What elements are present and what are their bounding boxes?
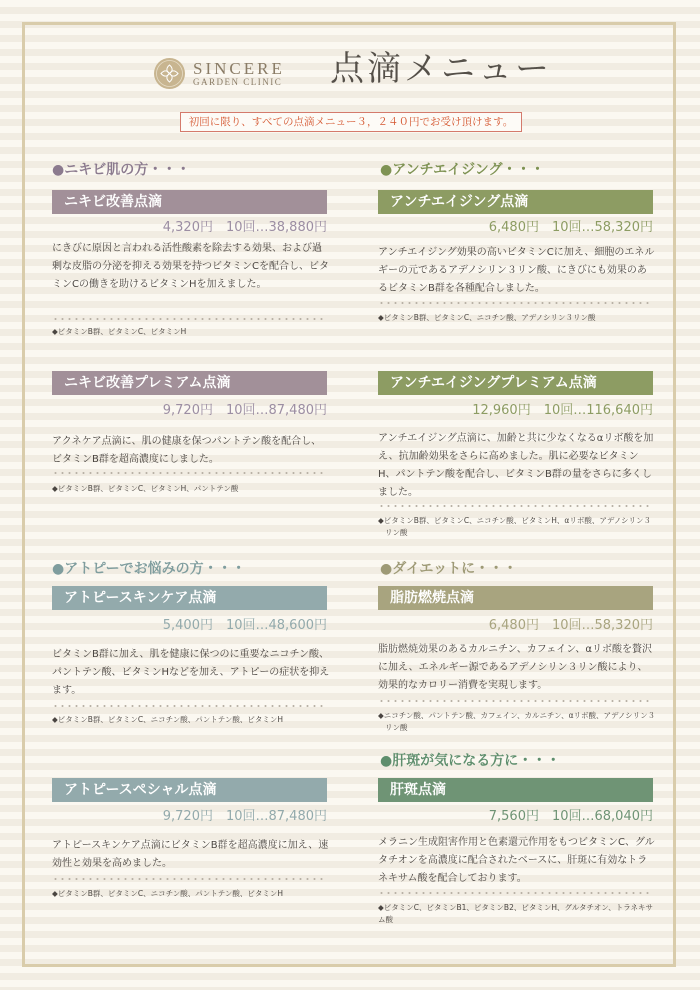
- menu-item-title: アトピースキンケア点滴: [52, 586, 327, 610]
- menu-item-price: 7,560円 10回…68,040円: [488, 809, 653, 824]
- dotted-divider: [378, 892, 653, 894]
- category-acne: ●ニキビ肌の方・・・: [52, 162, 191, 178]
- dotted-divider: [52, 472, 327, 474]
- category-antiaging: ●アンチエイジング・・・: [380, 162, 545, 178]
- menu-item-ingredients: ◆ビタミンB群、ビタミンC、ビタミンH: [52, 327, 187, 336]
- menu-item-ingredients: ◆ビタミンC、ビタミンB1、ビタミンB2、ビタミンH、グルタチオン、トラネキサム酸: [378, 903, 653, 924]
- menu-item-price: 12,960円 10回…116,640円: [472, 403, 653, 418]
- dotted-divider: [378, 505, 653, 507]
- menu-item-description: アンチエイジング効果の高いビタミンCに加え、細胞のエネルギーの元であるアデノシリン３リン酸、にきびにも効果のあるビタミンB群を各種配合しました。: [378, 247, 655, 294]
- dotted-divider: [52, 705, 327, 707]
- menu-item-title: アトピースペシャル点滴: [52, 778, 327, 802]
- menu-item-price: 5,400円 10回…48,600円: [162, 618, 327, 633]
- menu-item-title: ニキビ改善点滴: [52, 190, 327, 214]
- menu-item-title: 脂肪燃焼点滴: [378, 586, 653, 610]
- menu-item-title: 肝斑点滴: [378, 778, 653, 802]
- category-diet: ●ダイエットに・・・: [380, 561, 518, 577]
- dotted-divider: [52, 878, 327, 880]
- menu-item-price: 9,720円 10回…87,480円: [162, 809, 327, 824]
- menu-item-price: 4,320円 10回…38,880円: [162, 220, 327, 235]
- menu-item-description: アンチエイジング点滴に、加齢と共に少なくなるαリボ酸を加え、抗加齢効果をさらに高めました。肌に必要なビタミンH、パントテン酸を配合し、ビタミンB群の量をさらに多くしました。: [378, 433, 654, 498]
- dotted-divider: [52, 318, 327, 320]
- menu-item-ingredients: ◆ニコチン酸、パントテン酸、カフェイン、カルニチン、αリボ酸、アデノシリン３リン酸: [378, 711, 656, 732]
- category-liverspot: ●肝斑が気になる方に・・・: [380, 753, 561, 769]
- menu-item-price: 9,720円 10回…87,480円: [162, 403, 327, 418]
- menu-item-ingredients: ◆ビタミンB群、ビタミンC、ビタミンH、パントテン酸: [52, 484, 239, 493]
- menu-item-title: アンチエイジング点滴: [378, 190, 653, 214]
- category-atopy: ●アトピーでお悩みの方・・・: [52, 561, 246, 577]
- menu-item-description: アクネケア点滴に、肌の健康を保つパントテン酸を配合し、ビタミンB群を超高濃度にしました。: [52, 436, 322, 465]
- logo-name: SINCERE: [193, 59, 285, 78]
- menu-item-description: ビタミンB群に加え、肌を健康に保つのに重要なニコチン酸、パントテン酸、ビタミンHなどを加え、アトピーの症状を抑えます。: [52, 649, 330, 696]
- dotted-divider: [378, 302, 653, 304]
- menu-item-price: 6,480円 10回…58,320円: [488, 618, 653, 633]
- menu-item-description: メラニン生成阻害作用と色素還元作用をもつビタミンC、グルタチオンを高濃度に配合されたベースに、肝斑に有効なトラネキサム酸を配合しております。: [378, 837, 655, 884]
- menu-item-ingredients: ◆ビタミンB群、ビタミンC、ニコチン酸、パントテン酸、ビタミンH: [52, 715, 284, 724]
- clinic-logo: [154, 58, 285, 89]
- page-title: 点滴メニュー: [330, 49, 552, 89]
- menu-item-title: ニキビ改善プレミアム点滴: [52, 371, 327, 395]
- menu-item-description: にきびに原因と言われる活性酸素を除去する効果、および過剰な皮脂の分泌を抑える効果を持つビタミンCを配合し、ビタミンCの働きを助けるビタミンHを加えました。: [52, 243, 329, 290]
- menu-item-description: 脂肪燃焼効果のあるカルニチン、カフェイン、αリボ酸を贅沢に加え、エネルギー源であるアデノシリン３リン酸により、効果的なカロリー消費を実現します。: [378, 644, 652, 691]
- logo-subname: GARDEN CLINIC: [193, 77, 283, 87]
- menu-item-ingredients: ◆ビタミンB群、ビタミンC、ニコチン酸、パントテン酸、ビタミンH: [52, 889, 284, 898]
- dotted-divider: [378, 700, 653, 702]
- menu-item-ingredients: ◆ビタミンB群、ビタミンC、ニコチン酸、アデノシリン３リン酸: [378, 313, 596, 322]
- menu-item-description: アトピースキンケア点滴にビタミンB群を超高濃度に加え、速効性と効果を高めました。: [52, 840, 329, 869]
- menu-item-title: アンチエイジングプレミアム点滴: [378, 371, 653, 395]
- menu-item-price: 6,480円 10回…58,320円: [488, 220, 653, 235]
- first-visit-notice: 初回に限り、すべての点滴メニュー３，２４０円でお受け頂けます。: [180, 112, 522, 132]
- menu-item-ingredients: ◆ビタミンB群、ビタミンC、ニコチン酸、ビタミンH、αリボ酸、アデノシリン３リン酸: [378, 516, 652, 537]
- flower-logo-icon: [154, 58, 185, 89]
